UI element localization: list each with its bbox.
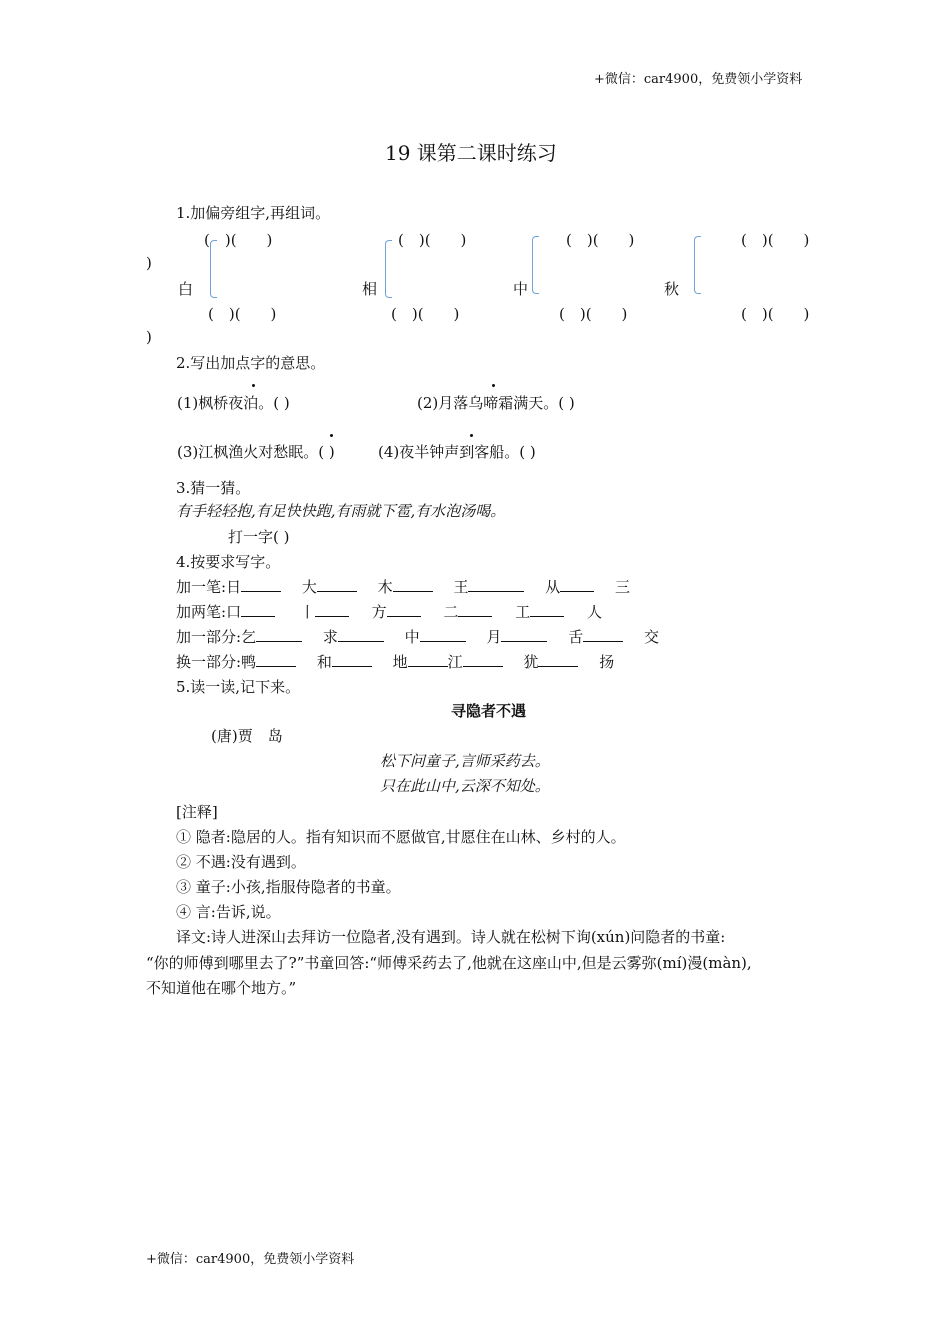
q2-heading: 2.写出加点字的意思。 [176,354,326,372]
q2-item: (3)江枫渔火对愁眠。( ) [177,443,335,461]
q3-answer: 打一字( ) [228,528,290,546]
q4-char: 扬 [599,653,615,671]
note-item: ② 不遇:没有遇到。 [176,853,306,871]
q4-char: 月 [486,628,502,646]
q1-paren: ( )( ) [208,305,277,323]
poem-line: 松下问童子,言师采药去。 [380,752,550,770]
header-note: +微信：car4900，免费领小学资料 [594,72,803,87]
blank[interactable] [241,577,281,592]
q4-char: 工 [515,603,531,621]
note-item: ① 隐者:隐居的人。指有知识而不愿做官,甘愿住在山林、乡村的人。 [176,828,626,846]
footer-note: +微信：car4900，免费领小学资料 [146,1252,355,1267]
q4-row [176,626,659,647]
q1-paren: ( )( ) [398,231,467,249]
q4-row [176,651,614,672]
blank[interactable] [583,627,623,642]
q1-paren: ( )( ) [204,231,273,249]
blank[interactable] [317,577,357,592]
q1-brace [532,236,539,294]
blank[interactable] [420,627,466,642]
blank[interactable] [501,627,547,642]
blank[interactable] [530,602,564,617]
blank[interactable] [463,652,503,667]
q4-char: 江 [447,653,463,671]
blank[interactable] [256,652,296,667]
q3-heading: 3.猜一猜。 [176,479,251,497]
blank[interactable] [393,577,433,592]
q4-char: 舌 [568,628,584,646]
q1-char: 白 [178,280,194,298]
q4-char: 犹 [523,653,539,671]
q1-paren: ( )( ) [559,305,628,323]
q1-paren: ( )( ) [391,305,460,323]
emphasis-dot [330,434,333,437]
q4-char: 丨 [299,603,315,621]
page-title: 19 课第二课时练习 [385,141,557,165]
q4-char: 鸭 [241,653,257,671]
q1-char: 秋 [664,280,680,298]
poem-title: 寻隐者不遇 [451,702,527,720]
q1-paren: ( )( ) [566,231,635,249]
blank[interactable] [538,652,578,667]
q2-item: (1)枫桥夜泊。( ) [177,394,290,412]
translation-line: 不知道他在哪个地方。” [146,979,297,997]
q4-char: 求 [322,628,338,646]
q4-row-label: 加一笔: [176,578,227,596]
q4-char: 日 [226,578,242,596]
q4-char: 乞 [241,628,257,646]
q1-brace [694,236,701,294]
poem-author: (唐)贾 岛 [211,727,283,745]
emphasis-dot [470,434,473,437]
q2-item: (4)夜半钟声到客船。( ) [378,443,536,461]
translation-line: “你的师傅到哪里去了?”书童回答:“师傅采药去了,他就在这座山中,但是云雾弥(mí)漫(màn), [146,954,752,972]
translation-line: 译文:诗人进深山去拜访一位隐者,没有遇到。诗人就在松树下询(xún)问隐者的书童: [176,928,726,946]
q4-char: 王 [453,578,469,596]
q4-char: 二 [443,603,459,621]
q4-row-label: 换一部分: [176,653,242,671]
note-item: ④ 言:告诉,说。 [176,903,281,921]
q4-char: 人 [587,603,603,621]
q1-brace [385,240,392,298]
blank[interactable] [241,602,275,617]
q1-char: 相 [362,280,378,298]
q2-item: (2)月落乌啼霜满天。( ) [417,394,575,412]
q4-char: 方 [371,603,387,621]
emphasis-dot [252,384,255,387]
q4-char: 从 [545,578,561,596]
q4-char: 大 [301,578,317,596]
blank[interactable] [458,602,492,617]
q1-paren: ( )( ) [741,231,810,249]
q1-paren-tail: ) [146,254,152,272]
blank[interactable] [338,627,384,642]
emphasis-dot [492,384,495,387]
q4-char: 木 [377,578,393,596]
q1-heading: 1.加偏旁组字,再组词。 [176,204,331,222]
blank[interactable] [408,652,448,667]
q4-char: 口 [226,603,242,621]
blank[interactable] [256,627,302,642]
blank[interactable] [332,652,372,667]
q4-row-label: 加两笔: [176,603,227,621]
q4-char: 交 [644,628,660,646]
poem-line: 只在此山中,云深不知处。 [380,777,550,795]
blank[interactable] [315,602,349,617]
blank[interactable] [387,602,421,617]
q5-heading: 5.读一读,记下来。 [176,678,301,696]
blank[interactable] [468,577,524,592]
q1-paren-tail: ) [146,328,152,346]
q3-riddle: 有手轻轻抱,有足快快跑,有雨就下雹,有水泡汤喝。 [176,502,506,520]
q4-char: 地 [392,653,408,671]
q4-row [176,576,630,597]
q4-char: 中 [404,628,420,646]
notes-label: [注释] [176,803,218,821]
q1-paren: ( )( ) [741,305,810,323]
blank[interactable] [560,577,594,592]
q4-row [176,601,602,622]
q4-row-label: 加一部分: [176,628,242,646]
q1-char: 中 [513,280,529,298]
q4-char: 和 [316,653,332,671]
q4-heading: 4.按要求写字。 [176,553,281,571]
note-item: ③ 童子:小孩,指服侍隐者的书童。 [176,878,401,896]
q1-brace [210,240,217,298]
q4-char: 三 [615,578,631,596]
